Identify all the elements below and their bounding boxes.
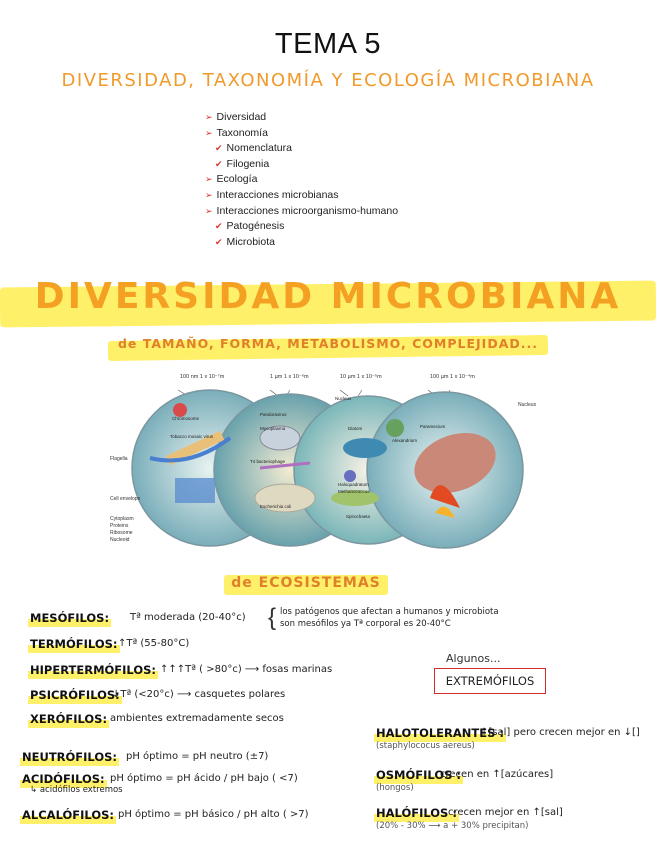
temperature-4-term [30, 712, 107, 726]
inner-label-12: Spirochaeta [346, 514, 371, 519]
extremophiles-intro: Algunos... [446, 652, 501, 665]
salt-2-term [376, 806, 457, 820]
temperature-4-label: XERÓFILOS: [30, 712, 108, 726]
outline-item [205, 172, 398, 188]
section-title: DIVERSIDAD MICROBIANA [34, 276, 622, 317]
outline-item [205, 141, 398, 157]
ph-0-label: NEUTRÓFILOS: [22, 750, 118, 764]
outline-item-label: Interacciones microorganismo-humano [216, 204, 399, 217]
temperature-3-term [30, 688, 120, 702]
inner-label-7: Nucleus [335, 396, 352, 401]
temperature-3-label: PSICRÓFILOS: [30, 688, 120, 702]
ph-1-label: ACIDÓFILOS: [22, 772, 105, 786]
outline-item [205, 219, 398, 235]
inner-label-9: Alexandrium [392, 438, 418, 443]
temperature-4-description: ambientes extremadamente secos [110, 713, 284, 724]
label-proteins: Proteins [110, 523, 129, 529]
label-ribosome: Ribosome [110, 530, 133, 536]
salt-0-note: (staphylococus aereus) [376, 741, 475, 751]
page-title: TEMA 5 [274, 28, 382, 60]
ph-2-description: pH óptimo = pH básico / pH alto ( >7) [118, 809, 309, 820]
temperature-1-description: ↑Tª (55-80°C) [118, 638, 190, 649]
outline-item [205, 157, 398, 173]
temperature-0-label: MESÓFILOS: [30, 611, 110, 625]
mesofilos-note-1: los patógenos que afectan a humanos y microbiota [280, 607, 499, 617]
brace: { [268, 604, 277, 631]
temperature-1-label: TERMÓFILOS: [30, 637, 118, 651]
extremophiles-box: EXTREMÓFILOS [434, 668, 546, 694]
temperature-1-term [30, 637, 118, 651]
outline-item-label: Diversidad [216, 111, 267, 123]
scale-label-4: 100 µm 1 x 10⁻⁴m [430, 374, 475, 380]
label-nucleus-right: Nucleus [518, 402, 537, 408]
salt-2-description: crecen mejor en ↑[sal] [448, 807, 563, 818]
mesofilos-note-2: son mesófilos ya Tª corporal es 20-40°C [280, 619, 451, 629]
scale-label-1: 100 nm 1 x 10⁻⁷m [180, 374, 225, 380]
salt-2-label: HALÓFILOS : [376, 806, 457, 820]
salt-1-description: crecen en ↑[azúcares] [440, 769, 554, 780]
outline-item [205, 204, 398, 220]
inner-label-11: Methanococcus [338, 489, 370, 494]
salt-1-label: OSMÓFILOS : [376, 768, 461, 782]
ph-0-term [22, 750, 117, 764]
acidofilos-note: ↳ acidófilos extremos [30, 785, 123, 795]
arrow-bullet-icon: ➢ [205, 189, 213, 200]
outline-item-label: Patogénesis [226, 220, 285, 233]
arrow-bullet-icon: ➢ [205, 174, 213, 185]
microbial-diversity-illustration [110, 368, 550, 558]
salt-1-note: (hongos) [376, 783, 414, 793]
salt-2-note: (20% - 30% ⟶ a + 30% precipitan) [376, 821, 529, 831]
temperature-2-label: HIPERTERMÓFILOS: [30, 663, 157, 677]
check-icon: ✔ [215, 221, 223, 232]
arrow-bullet-icon: ➢ [205, 205, 213, 216]
outline-item [205, 188, 398, 204]
outline-item-label: Ecología [216, 173, 258, 186]
section-subtitle: de TAMAÑO, FORMA, METABOLISMO, COMPLEJIDAD... [117, 336, 539, 351]
inner-label-2: Tobacco mosaic virus [170, 434, 214, 439]
check-icon: ✔ [215, 158, 223, 169]
temperature-3-description: ↓Tª (<20°c) ⟶ casquetes polares [112, 689, 286, 700]
ecosystems-heading: de ECOSISTEMAS [231, 575, 381, 591]
temperature-0-term [30, 611, 109, 625]
inner-label-4: Mycoplasma [260, 426, 286, 431]
temperature-0-description: Tª moderada (20-40°c) [130, 612, 246, 623]
inner-label-3: Pandoravirus [260, 412, 287, 417]
check-icon: ✔ [215, 236, 223, 247]
outline-item-label: Interacciones microbianas [216, 188, 339, 201]
label-flagella: Flagella [110, 456, 128, 462]
ph-2-label: ALCALÓFILOS: [22, 808, 114, 822]
outline-item-label: Taxonomía [216, 126, 268, 139]
salt-0-description: ↑[sal] pero crecen mejor en ↓[] [480, 727, 640, 738]
outline-item-label: Filogenia [226, 157, 270, 170]
ph-1-term [22, 772, 105, 786]
page-subtitle: DIVERSIDAD, TAXONOMÍA Y ECOLOGÍA MICROBIANA [61, 70, 595, 91]
scale-label-3: 10 µm 1 x 10⁻⁵m [340, 374, 382, 380]
arrow-bullet-icon: ➢ [205, 112, 213, 122]
ph-0-description: pH óptimo = pH neutro (±7) [126, 751, 269, 762]
ph-1-description: pH óptimo = pH ácido / pH bajo ( <7) [110, 773, 298, 784]
inner-label-1: Chromosome [172, 416, 200, 421]
scale-label-2: 1 µm 1 x 10⁻⁶m [270, 374, 309, 380]
temperature-2-description: ↑↑↑Tª ( >80°c) ⟶ fosas marinas [160, 664, 333, 675]
outline-item-label: Microbiota [226, 235, 275, 248]
outline-item [205, 235, 398, 251]
outline-item [205, 126, 398, 142]
label-nucleoid: Nucleoid [110, 537, 130, 543]
check-icon: ✔ [215, 143, 223, 154]
inner-label-8: Diatom [348, 426, 363, 431]
arrow-bullet-icon: ➢ [205, 127, 213, 138]
salt-0-label: HALOTOLERANTES : [376, 726, 504, 740]
inner-label-5: T4 bacteriophage [250, 459, 286, 464]
label-cell-envelope: Cell envelope [110, 496, 141, 502]
topic-outline [205, 110, 398, 250]
outline-item [205, 110, 398, 126]
outline-item-label: Nomenclatura [226, 142, 292, 155]
ph-2-term [22, 808, 114, 822]
temperature-2-term [30, 663, 156, 677]
inner-label-13: Paramecium [420, 424, 446, 429]
inner-label-6: Escherichia coli [260, 504, 292, 509]
label-cytoplasm: Cytoplasm [110, 516, 134, 522]
inner-label-10: Haloquadratum [338, 482, 369, 487]
